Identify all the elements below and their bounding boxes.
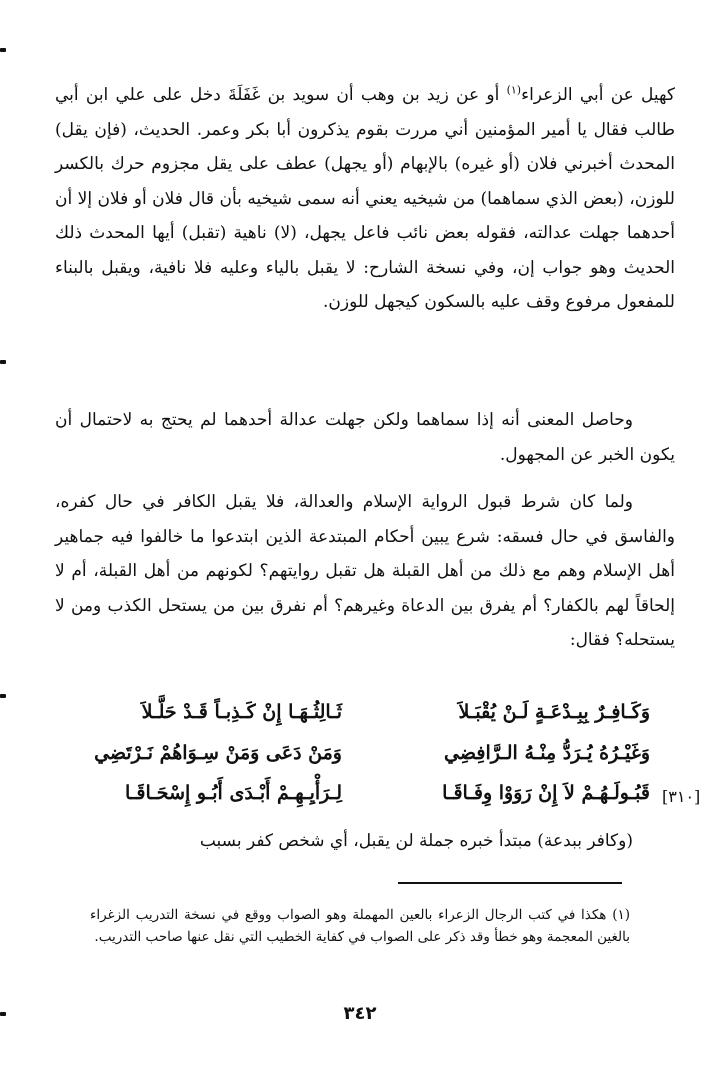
footnote-separator [398, 882, 622, 884]
paragraph-text: ولما كان شرط قبول الرواية الإسلام والعدالة، فلا يقبل الكافر في حال كفره، والفاسق في حال فسقه: شرع يبين أحكام المبتدعة الذين ابتدعوا ما خالفوا فيه جماهير أهل الإسلام وهم مع ذلك من أهل القبلة هل تقبل روايتهم؟ لكونهم من أهل القبلة، أم لا إلحاقاً لهم بالكفار؟ أم يفرق بين الدعاة وغيرهم؟ أم نفرق بين من يستحل الكذب ومن لا يستحله؟ فقال: [55, 492, 675, 650]
verse-hemistich-left: ثَـالِثُـهَـا إِنْ كَـذِبـاً قَـدْ حَلَّـلاَ [141, 701, 342, 723]
footnote [90, 904, 630, 948]
verse-hemistich-left: وَمَنْ دَعَى وَمَنْ سِـوَاهُمْ نَـرْتَضِي [94, 742, 342, 764]
footnote-text: هكذا في كتب الرجال الزعراء بالعين المهملة وهو الصواب ووقع في نسخة التدريب الزغراء بالغين المعجمة وهو خطأ وقد ذكر على الصواب في كفاية الخطيب التي نقل عنها صاحب التدريب. [90, 907, 630, 945]
page-number: ٣٤٢ [343, 1003, 377, 1024]
commentary-paragraph [55, 78, 675, 320]
margin-mark [0, 694, 6, 698]
explanation-paragraph [55, 824, 675, 859]
summary-paragraph [55, 403, 675, 472]
paragraph-text: أو عن زيد بن وهب أن سويد بن غَفَلَةَ دخل على علي ابن أبي طالب فقال يا أمير المؤمنين أني مررت بقوم يذكرون أبا بكر وعمر. الحديث، (فإن يقل) المحدث أخبرني فلان (أو غيره) بالإبهام (أو يجهل) عطف على يقل مجزوم حرك بالكسر للوزن، (بعض الذي سماهما) من شيخيه يعني أنه سمى شيخيه بأن قال فلان أو فلان إلا أن أحدهما جهلت عدالته، فقوله بعض نائب فاعل يجهل، (لا) ناهية (تقبل) أيها المحدث ذلك الحديث وهو جواب إن، وفي نسخة الشارح: لا يقبل بالياء وعليه فلا نافية، ويقبل بالبناء للمفعول مرفوع وقف عليه بالسكون كيجهل للوزن. [55, 85, 675, 312]
footnote-reference: (١) [506, 83, 522, 97]
paragraph-text: كهيل عن أبي الزعراء [521, 85, 675, 105]
verse-number: [٣١٠] [662, 787, 701, 806]
verse-hemistich-right: قَبُـولَـهُـمْ لاَ إِنْ رَوَوْا وِفَـاقَـا [442, 782, 650, 804]
verse-hemistich-right: وَغَيْـرُهُ يُـرَدُّ مِنْـهُ الـرَّافِضِي [444, 742, 650, 764]
footnote-marker: (١) [612, 907, 631, 923]
verse-hemistich-right: وَكَـافِـرٌ بِبِـدْعَـةٍ لَـنْ يُقْبَـلاَ [458, 701, 650, 723]
margin-mark [0, 360, 6, 364]
margin-mark [0, 48, 6, 52]
intro-paragraph [55, 485, 675, 658]
paragraph-text: (وكافر ببدعة) مبتدأ خبره جملة لن يقبل، أي شخص كفر بسبب [199, 831, 633, 851]
verse-hemistich-left: لِـرَأْيِـهِـمْ أَبْـدَى أَبُـو إِسْحَـاقَـا [125, 782, 342, 804]
paragraph-text: وحاصل المعنى أنه إذا سماهما ولكن جهلت عدالة أحدهما لم يحتج به لاحتمال أن يكون الخبر عن المجهول. [55, 410, 675, 465]
